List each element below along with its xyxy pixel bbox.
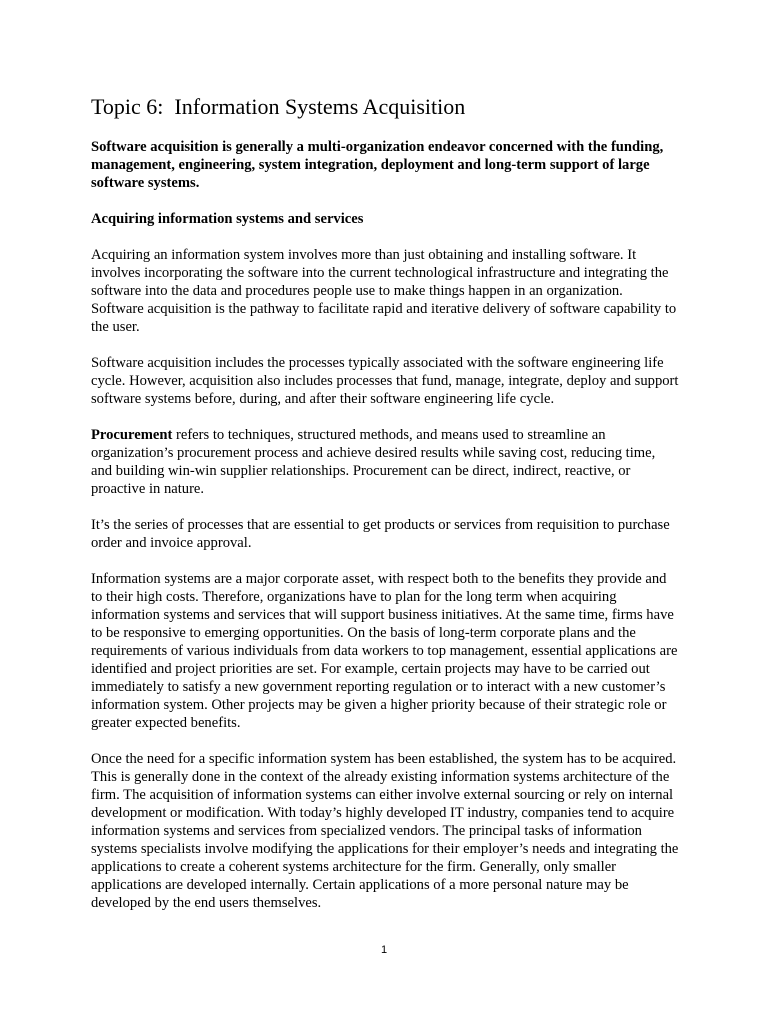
paragraph-5: Information systems are a major corporate asset, with respect both to the benefits they provide and to their high costs. Therefore, organizations have to plan for the long term when acquiring information systems and services that will support business initiatives. At the same time, firms have to be responsive to emerging opportunities. On the basis of long-term corporate plans and the requirements of various individuals from data workers to top management, essential applications are identified and project priorities are set. For example, certain projects may have to be carried out immediately to satisfy a new government reporting regulation or to interact with a new customer’s information system. Other projects may be given a higher priority because of their strategic role or greater expected benefits. <box>91 571 678 731</box>
document-page <box>91 93 679 930</box>
section-heading: Acquiring information systems and services <box>91 211 364 227</box>
document-title: Topic 6: Information Systems Acquisition <box>91 94 466 119</box>
procurement-paragraph <box>91 426 679 498</box>
intro-paragraph: Software acquisition is generally a multi-organization endeavor concerned with the funding, management, engineering, system integration, deployment and long-term support of large software systems. <box>91 139 664 191</box>
procurement-text: refers to techniques, structured methods, and means used to streamline an organization’s procurement process and achieve desired results while saving cost, reducing time, and building win-win supplier relationships. Procurement can be direct, indirect, reactive, or proactive in nature. <box>91 427 656 497</box>
paragraph-6: Once the need for a specific information system has been established, the system has to be acquired. This is generally done in the context of the already existing information systems architecture of the firm. The acquisition of information systems can either involve external sourcing or rely on internal development or modification. With today’s highly developed IT industry, companies tend to acquire information systems and services from specialized vendors. The principal tasks of information systems specialists involve modifying the applications for their employer’s needs and integrating the applications to create a coherent systems architecture for the firm. Generally, only smaller applications are developed internally. Certain applications of a more personal nature may be developed by the end users themselves. <box>91 751 679 911</box>
paragraph-1: Acquiring an information system involves more than just obtaining and installing software. It involves incorporating the software into the current technological infrastructure and integrating the software into the data and procedures people use to make things happen in an organization. Software acquisition is the pathway to facilitate rapid and iterative delivery of software capability to the user. <box>91 247 677 335</box>
paragraph-4: It’s the series of processes that are essential to get products or services from requisition to purchase order and invoice approval. <box>91 517 670 551</box>
procurement-term: Procurement <box>91 427 173 443</box>
page-number: 1 <box>380 944 388 956</box>
paragraph-2: Software acquisition includes the processes typically associated with the software engineering life cycle. However, acquisition also includes processes that fund, manage, integrate, deploy and support software systems before, during, and after their software engineering life cycle. <box>91 355 679 407</box>
